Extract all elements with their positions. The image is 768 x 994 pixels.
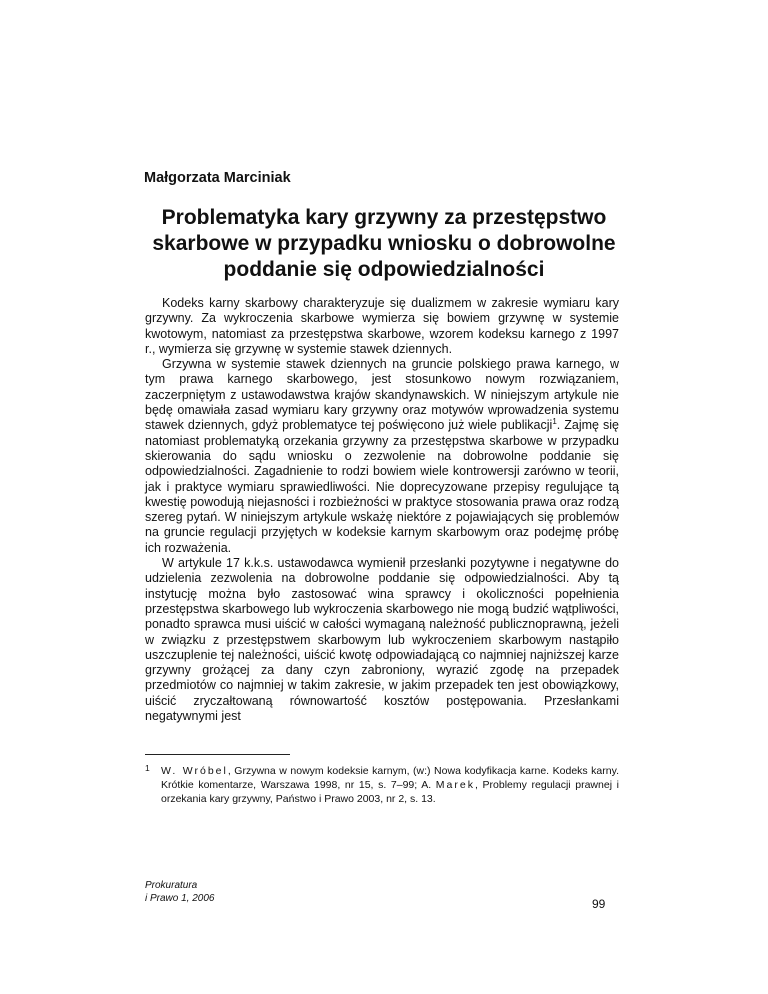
footnote-citation: , Problemy regulacji prawnej i orzekania kary grzywny, Państwo i Prawo 2003, nr 2, s. 13. [161,779,619,805]
ref-word: publikacji [500,418,553,433]
paragraph-text: Zajmę się natomiast problematyką orzekania grzywny za przestępstwa skarbowe w przypadku skierowania do sądu wniosku o zezwolenie na dobrowolne poddanie się odpowiedzialności. Zagadnienie to rodzi bowiem wiele kontrowersji zarówno w teorii, jak i praktyce wymiaru sprawiedliwości. Nie doprecyzowane przepisy regulujące tą kwestię powodują niejasności i rozbieżności w praktyce stosowania prawa oraz rodzą szereg pytań. W niniejszym artykule wskażę niektóre z pojawiających się problemów na gruncie regulacji przyjętych w kodeksie karnym skarbowym oraz podejmę próbę ich rozważenia. [145,418,619,555]
title-line: Problematyka kary grzywny za przestępstwo [161,206,607,229]
footnote-mark: 1 [145,763,150,773]
paragraph: Kodeks karny skarbowy charakteryzuje się dualizmem w zakresie wymiaru kary grzywny. Za wykroczenia skarbowe wymierza się bowiem grzywnę w systemie kwotowym, natomiast za przestępstwa skarbowe, wzorem kodeksu karnego z 1997 r., wymierza się grzywnę w systemie stawek dziennych. [145,296,619,356]
ref-wrap [501,418,560,432]
footnote [145,764,619,806]
title-line: poddanie się odpowiedzialności [223,258,545,281]
footnote-rule [145,754,290,755]
title-line: skarbowe w przypadku wniosku o dobrowolne [152,232,616,255]
journal-footer [145,880,215,905]
footnote-author: W. Wróbel [161,765,228,777]
article-title [110,205,658,283]
article-body [145,296,619,724]
paragraph [145,357,619,556]
paragraph: W artykule 17 k.k.s. ustawodawca wymienił przesłanki pozytywne i negatywne do udzielenia zezwolenia na dobrowolne poddanie się odpowiedzialności. Aby tą instytucję można było zastosować wina sprawcy i okoliczności popełnienia przestępstwa skarbowego lub wykroczenia skarbowego nie mogą budzić wątpliwości, ponadto sprawca musi uiścić w całości wymaganą należność publicznoprawną, jeżeli w związku z przestępstwem skarbowym lub wykroczeniem skarbowym nastąpiło uszczuplenie tej należności, uiścić kwotę odpowiadającą co najmniej najniższej karze grzywny grożącej za dany czyn zabroniony, wyrazić zgodę na przepadek przedmiotów co najmniej w takim zakresie, w jakim przepadek ten jest obowiązkowy, uiścić zryczałtowaną równowartość kosztów postępowania. Przesłankami negatywnymi jest [145,556,619,724]
journal-issue: i Prawo 1, 2006 [145,892,215,904]
footnote-citation: , Grzywna w nowym kodeksie karnym, (w:) Nowa kodyfikacja karne. Kodeks karny. Krótkie komentarze, Warszawa 1998, nr 15, s. 7–99; A. [161,765,620,791]
author-name: Małgorzata Marciniak [144,170,291,186]
footnote-author: Marek [435,779,475,791]
paragraph-text: Grzywna w systemie stawek dziennych na gruncie polskiego prawa karnego, w tym prawa karnego skarbowego, jest stosunkowo nowym rozwiązaniem, zaczerpniętym z ustawodawstwa krajów skandynawskich. W niniejszym artykule nie będę omawiała zasad wymiaru kary grzywny oraz motywów wprowadzenia systemu stawek dziennych, gdyż problematyce tej poświęcono już wiele [145,357,619,433]
page-number: 99 [592,897,606,911]
footnote-reference[interactable]: 1 [552,417,557,427]
ref-tail: . [556,418,561,433]
journal-name: Prokuratura [145,880,198,891]
footnote-text [161,764,619,806]
